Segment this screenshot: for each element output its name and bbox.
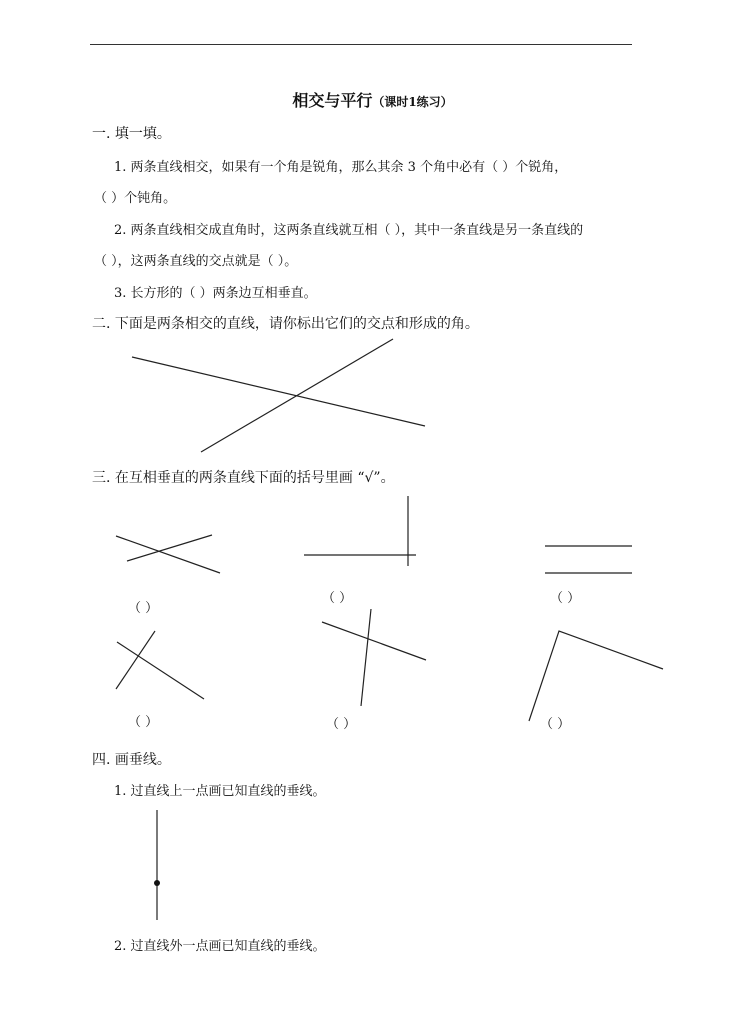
s4-item2: 2. 过直线外一点画已知直线的垂线。 xyxy=(114,939,326,954)
s1-item1-line1: 1. 两条直线相交，如果有一个角是锐角，那么其余 3 个角中必有（ ）个锐角， xyxy=(114,160,568,175)
section4-heading: 四. 画垂线。 xyxy=(92,752,171,768)
s2-line-b xyxy=(201,339,393,452)
section2-heading: 二. 下面是两条相交的直线，请你标出它们的交点和形成的角。 xyxy=(92,316,479,332)
section3-heading: 三. 在互相垂直的两条直线下面的括号里画 “√”。 xyxy=(92,470,395,486)
s1-item2-line2: （ ），这两条直线的交点就是（ ）。 xyxy=(94,254,298,269)
title-sub: （课时1练习） xyxy=(372,95,453,109)
s3-fig5-line-b xyxy=(361,609,371,706)
s1-item1-line2: （ ）个钝角。 xyxy=(94,191,177,206)
s2-line-a xyxy=(132,357,425,426)
s3-fig1-line-a xyxy=(116,536,220,573)
answer-blank-5[interactable]: （ ） xyxy=(326,717,357,732)
answer-blank-1[interactable]: （ ） xyxy=(128,601,159,616)
s1-item2-line1: 2. 两条直线相交成直角时，这两条直线就互相（ ），其中一条直线是另一条直线的 xyxy=(114,223,584,238)
s3-fig4-line-a xyxy=(117,642,204,699)
section1-heading: 一. 填一填。 xyxy=(92,126,171,142)
title-main: 相交与平行 xyxy=(292,91,373,110)
s4-point[interactable] xyxy=(154,880,160,886)
answer-blank-2[interactable]: （ ） xyxy=(322,591,353,606)
s3-fig4-line-b xyxy=(116,631,155,689)
s3-fig1-line-b xyxy=(127,535,212,561)
answer-blank-4[interactable]: （ ） xyxy=(128,715,159,730)
answer-blank-3[interactable]: （ ） xyxy=(550,591,581,606)
s3-fig6-angle xyxy=(529,631,663,721)
s3-fig5-line-a xyxy=(322,622,426,660)
s1-item3-line1: 3. 长方形的（ ）两条边互相垂直。 xyxy=(114,286,317,301)
answer-blank-6[interactable]: （ ） xyxy=(540,717,571,732)
s4-item1: 1. 过直线上一点画已知直线的垂线。 xyxy=(114,784,326,799)
